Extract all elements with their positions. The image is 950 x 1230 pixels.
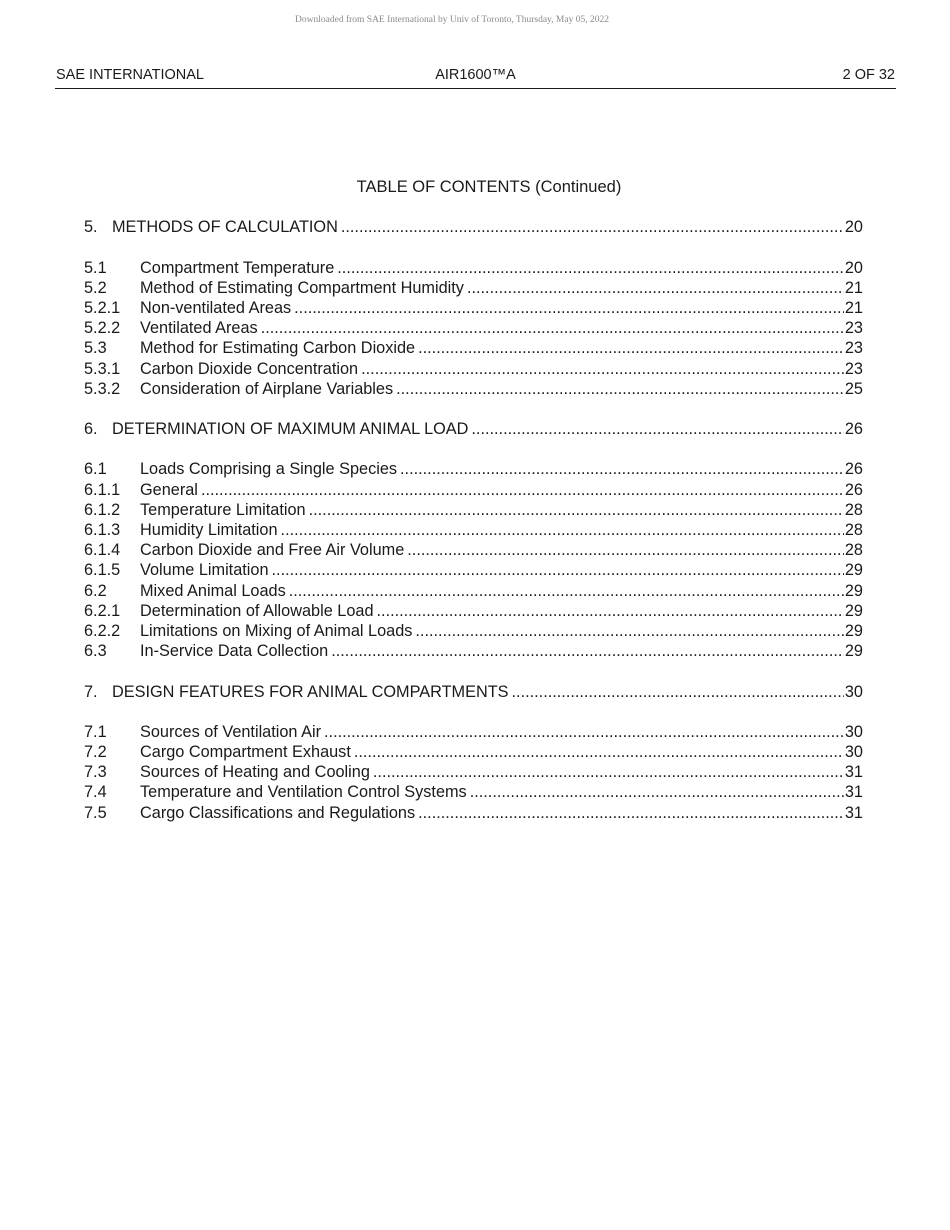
toc-dot-leader [415,621,843,641]
toc-entry[interactable] [84,762,863,782]
toc-entry[interactable] [84,601,863,621]
header-page-number: 2 OF 32 [842,67,895,83]
toc-entry[interactable] [84,803,863,823]
toc-dot-leader [373,762,844,782]
toc-entry[interactable] [84,500,863,520]
toc-entry-page: 31 [844,804,863,822]
toc-entry[interactable] [84,258,863,278]
toc-entry-page: 29 [844,642,863,660]
toc-entry-number: 7.1 [84,723,107,741]
toc-entry-page: 30 [844,743,863,761]
toc-entry[interactable] [84,540,863,560]
toc-entry[interactable] [84,641,863,661]
toc-entry-number: 5.3.1 [84,360,121,378]
toc-entry[interactable] [84,782,863,802]
toc-dot-leader [331,641,844,661]
toc-entry-title: Determination of Allowable Load [140,602,374,620]
toc-entry-page: 29 [844,602,863,620]
toc-dot-leader [289,581,844,601]
toc-entry-page: 28 [844,521,863,539]
toc-dot-leader [341,217,844,237]
toc-entry-title: Method for Estimating Carbon Dioxide [140,339,416,357]
toc-entry-number: 7.4 [84,783,107,801]
toc-entry-number: 6.1 [84,460,107,478]
toc-dot-leader [324,722,844,742]
header-document-id: AIR1600™A [435,67,516,83]
toc-entry-page: 21 [844,279,863,297]
toc-entry-title: DESIGN FEATURES FOR ANIMAL COMPARTMENTS [112,683,509,701]
toc-entry[interactable] [84,560,863,580]
toc-dot-leader [470,782,844,802]
toc-entry-page: 30 [844,683,863,701]
toc-entry-page: 21 [844,299,863,317]
toc-dot-leader [361,359,844,379]
toc-dot-leader [418,803,844,823]
toc-entry-number: 6.3 [84,642,107,660]
header-organization: SAE INTERNATIONAL [56,67,204,83]
toc-entry-page: 28 [844,541,863,559]
toc-entry-number: 5.3 [84,339,107,357]
toc-entry-number: 6.2.1 [84,602,121,620]
toc-dot-leader [396,379,844,399]
toc-dot-leader [407,540,844,560]
toc-entry-page: 30 [844,723,863,741]
toc-entry[interactable] [84,359,863,379]
toc-dot-leader [281,520,844,540]
toc-entry-title: Compartment Temperature [140,259,335,277]
toc-entry-title: Carbon Dioxide and Free Air Volume [140,541,405,559]
toc-entry-title: Sources of Heating and Cooling [140,763,370,781]
toc-entry-title: Temperature Limitation [140,501,306,519]
toc-entry-number: 6.1.2 [84,501,121,519]
toc-entry-number: 7. [84,683,98,701]
toc-dot-leader [354,742,844,762]
toc-entry[interactable] [84,742,863,762]
toc-dot-leader [377,601,844,621]
toc-entry-title: Volume Limitation [140,561,269,579]
toc-dot-leader [337,258,844,278]
toc-entry-page: 23 [844,360,863,378]
toc-entry-number: 5. [84,218,98,236]
toc-entry-title: Method of Estimating Compartment Humidity [140,279,464,297]
toc-entry-title: Sources of Ventilation Air [140,723,322,741]
toc-title: TABLE OF CONTENTS (Continued) [356,178,622,196]
toc-entry-title: Humidity Limitation [140,521,278,539]
toc-entry-page: 31 [844,783,863,801]
toc-entry-page: 20 [844,259,863,277]
toc-entry[interactable] [84,298,863,318]
toc-entry-number: 5.1 [84,259,107,277]
toc-entry-title: Non-ventilated Areas [140,299,292,317]
toc-entry-number: 7.2 [84,743,107,761]
toc-dot-leader [400,459,844,479]
toc-entry[interactable] [84,459,863,479]
toc-section-entry[interactable] [84,419,863,439]
toc-entry-page: 31 [844,763,863,781]
toc-entry-title: Limitations on Mixing of Animal Loads [140,622,413,640]
toc-entry-number: 7.5 [84,804,107,822]
toc-dot-leader [471,419,843,439]
toc-entry-title: Temperature and Ventilation Control Systems [140,783,467,801]
toc-entry-title: General [140,481,198,499]
toc-entry-title: Ventilated Areas [140,319,258,337]
toc-entry-page: 29 [844,561,863,579]
toc-entry[interactable] [84,621,863,641]
toc-entry-number: 7.3 [84,763,107,781]
toc-section-entry[interactable] [84,682,863,702]
toc-entry-number: 5.2.1 [84,299,121,317]
toc-entry-title: Carbon Dioxide Concentration [140,360,359,378]
toc-entry-number: 5.2.2 [84,319,121,337]
toc-entry-number: 6.1.4 [84,541,121,559]
toc-entry-page: 23 [844,319,863,337]
toc-entry[interactable] [84,379,863,399]
toc-dot-leader [418,338,844,358]
toc-entry-title: DETERMINATION OF MAXIMUM ANIMAL LOAD [112,420,469,438]
toc-entry[interactable] [84,318,863,338]
toc-entry-number: 6.2 [84,582,107,600]
toc-entry-title: In-Service Data Collection [140,642,329,660]
toc-entry[interactable] [84,581,863,601]
toc-entry-title: METHODS OF CALCULATION [112,218,338,236]
toc-dot-leader [309,500,844,520]
toc-entry-number: 5.2 [84,279,107,297]
toc-entry[interactable] [84,722,863,742]
toc-dot-leader [512,682,844,702]
toc-entry-page: 28 [844,501,863,519]
toc-section-entry[interactable] [84,217,863,237]
toc-entry-title: Cargo Classifications and Regulations [140,804,416,822]
toc-entry-page: 26 [844,460,863,478]
toc-dot-leader [201,480,844,500]
toc-entry-page: 23 [844,339,863,357]
toc-entry-title: Mixed Animal Loads [140,582,286,600]
toc-entry-title: Loads Comprising a Single Species [140,460,398,478]
toc-entry[interactable] [84,520,863,540]
toc-entry-number: 6. [84,420,98,438]
toc-entry[interactable] [84,278,863,298]
toc-entry-page: 29 [844,582,863,600]
toc-entry-number: 5.3.2 [84,380,121,398]
toc-entry-number: 6.1.5 [84,561,121,579]
toc-dot-leader [467,278,844,298]
toc-entry-page: 26 [844,481,863,499]
toc-dot-leader [294,298,844,318]
toc-entry-number: 6.1.1 [84,481,121,499]
toc-dot-leader [261,318,844,338]
toc-entry[interactable] [84,338,863,358]
toc-entry-page: 26 [844,420,863,438]
toc-entry-page: 29 [844,622,863,640]
page-header [55,66,896,89]
toc-dot-leader [272,560,844,580]
download-watermark: Downloaded from SAE International by Univ of Toronto, Thursday, May 05, 2022 [295,15,609,25]
toc-entry[interactable] [84,480,863,500]
toc-entry-title: Consideration of Airplane Variables [140,380,394,398]
toc-entry-page: 20 [844,218,863,236]
toc-entry-number: 6.2.2 [84,622,121,640]
toc-entry-number: 6.1.3 [84,521,121,539]
toc-entry-page: 25 [844,380,863,398]
toc-entry-title: Cargo Compartment Exhaust [140,743,351,761]
